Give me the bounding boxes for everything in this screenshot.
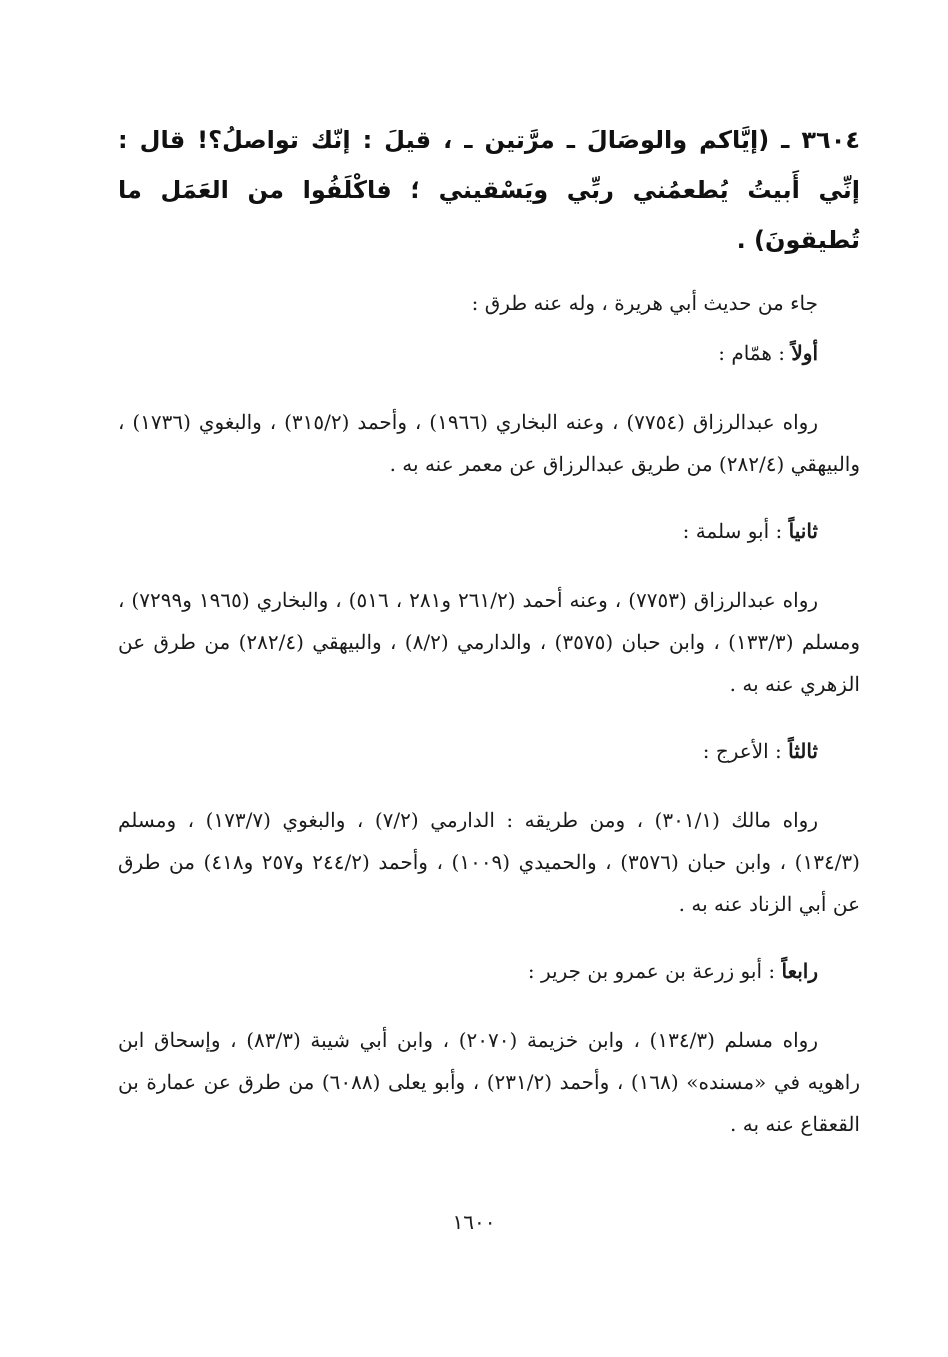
section-heading-label: : الأعرج : bbox=[702, 739, 789, 763]
section-ordinal: ثالثاً bbox=[788, 739, 818, 763]
section-body: رواه عبدالرزاق (٧٧٥٣) ، وعنه أحمد (٢٦١/٢ و٢٨١ ، ٥١٦) ، والبخاري (١٩٦٥ و٧٢٩٩) ، ومسلم (١٣٣/٣) ، وابن حبان (٣٥٧٥) ، والدارمي (٨/٢) ، والبيهقي (٢٨٢/٤) من طرق عن الزهري عنه به . bbox=[118, 588, 860, 696]
section-1 bbox=[118, 333, 860, 485]
section-ordinal: أولاً bbox=[791, 341, 818, 365]
section-4 bbox=[118, 951, 860, 1145]
section-heading bbox=[118, 951, 818, 991]
page-number: ١٦٠٠ bbox=[452, 1210, 496, 1234]
section-3 bbox=[118, 731, 860, 925]
section-body: رواه مالك (٣٠١/١) ، ومن طريقه : الدارمي (٧/٢) ، والبغوي (١٧٣/٧) ، ومسلم (١٣٤/٣) ، وابن حبان (٣٥٧٦) ، والحميدي (١٠٠٩) ، وأحمد (٢٤٤/٢ و٢٥٧ و٤١٨) من طرق عن أبي الزناد عنه به . bbox=[118, 808, 860, 916]
section-2 bbox=[118, 511, 860, 705]
section-heading-label: : أبو زرعة بن عمرو بن جرير : bbox=[527, 959, 782, 983]
section-heading-label: : أبو سلمة : bbox=[682, 519, 789, 543]
intro-text: جاء من حديث أبي هريرة ، وله عنه طرق : bbox=[471, 291, 818, 315]
section-heading bbox=[118, 731, 818, 771]
section-body: رواه مسلم (١٣٤/٣) ، وابن خزيمة (٢٠٧٠) ، وابن أبي شيبة (٨٣/٣) ، وإسحاق ابن راهويه في «مسنده» (١٦٨) ، وأحمد (٢٣١/٢) ، وأبو يعلى (٦٠٨٨) من طرق عن عمارة بن القعقاع عنه به . bbox=[118, 1028, 860, 1136]
hadith-text: ٣٦٠٤ ـ (إيَّاكم والوصَالَ ـ مرَّتين ـ ، قيلَ : إنّك تواصلُ؟! قال : إنِّي أَبيتُ يُطعمُني ربِّي ويَسْقيني ؛ فاكْلَفُوا من العَمَل ما تُطيقونَ) . bbox=[118, 126, 860, 254]
section-heading bbox=[118, 511, 818, 551]
section-heading-label: : همّام : bbox=[718, 341, 792, 365]
section-ordinal: ثانياً bbox=[788, 519, 818, 543]
section-body: رواه عبدالرزاق (٧٧٥٤) ، وعنه البخاري (١٩٦٦) ، وأحمد (٣١٥/٢) ، والبغوي (١٧٣٦) ، والبيهقي (٢٨٢/٤) من طريق عبدالرزاق عن معمر عنه به . bbox=[118, 410, 860, 476]
page-content bbox=[118, 115, 860, 1171]
section-heading bbox=[118, 333, 818, 373]
section-ordinal: رابعاً bbox=[781, 959, 818, 983]
